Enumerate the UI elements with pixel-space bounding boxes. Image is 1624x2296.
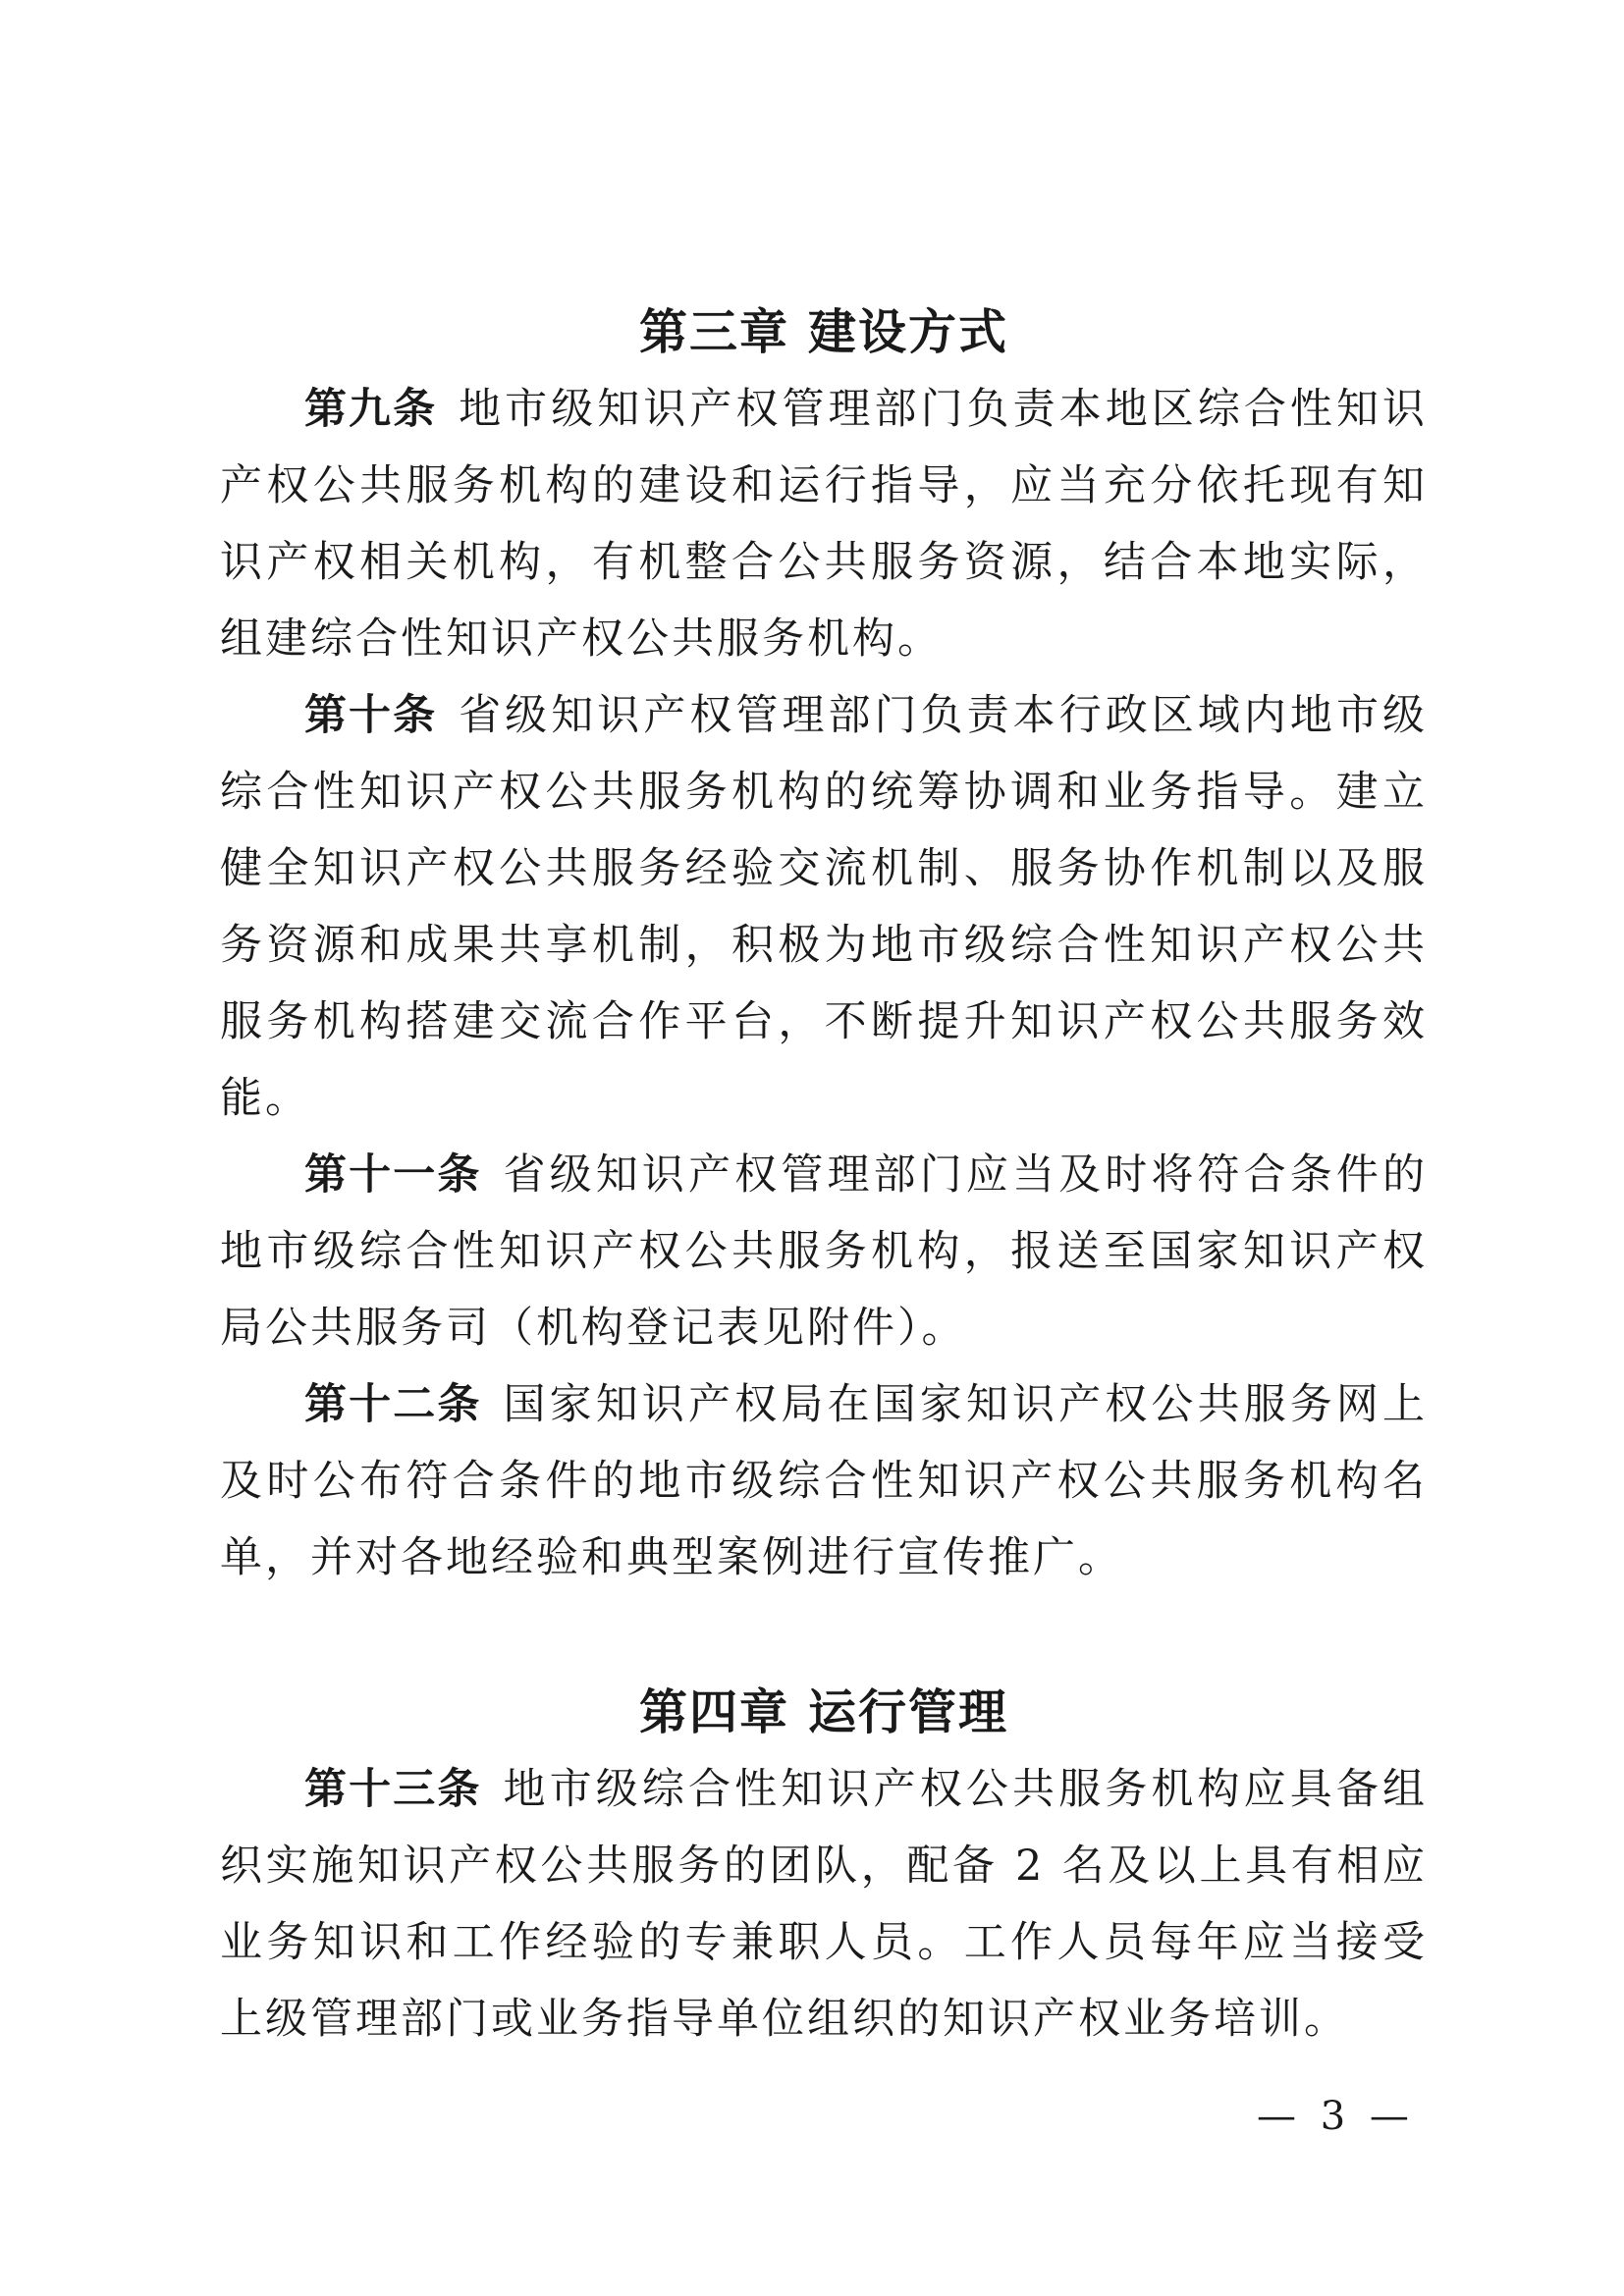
- article-9: [220, 371, 1428, 677]
- article-11-text: 省级知识产权管理部门应当及时将符合条件的地市级综合性知识产权公共服务机构，报送至国家知识产权局公共服务司（机构登记表见附件）。: [220, 1150, 1429, 1353]
- article-10-text: 省级知识产权管理部门负责本行政区域内地市级综合性知识产权公共服务机构的统筹协调和业务指导。建立健全知识产权公共服务经验交流机制、服务协作机制以及服务资源和成果共享机制，积极为地市级综合性知识产权公共服务机构搭建交流合作平台，不断提升知识产权公共服务效能。: [220, 691, 1429, 1123]
- article-13-label: 第十三条: [304, 1765, 482, 1814]
- article-9-label: 第九条: [304, 385, 438, 434]
- article-10: [220, 677, 1428, 1137]
- article-9-text: 地市级知识产权管理部门负责本地区综合性知识产权公共服务机构的建设和运行指导，应当充分依托现有知识产权相关机构，有机整合公共服务资源，结合本地实际，组建综合性知识产权公共服务机构。: [220, 385, 1429, 664]
- chapter-3-title: 第三章 建设方式: [638, 304, 1009, 360]
- article-12: [220, 1366, 1428, 1596]
- article-11-label: 第十一条: [304, 1150, 482, 1200]
- document-page: [220, 294, 1428, 2057]
- article-13-text: 地市级综合性知识产权公共服务机构应具备组织实施知识产权公共服务的团队，配备 2 名及以上具有相应业务知识和工作经验的专兼职人员。工作人员每年应当接受上级管理部门或业务指导单位组织的知识产权业务培训。: [220, 1765, 1429, 2044]
- article-12-label: 第十二条: [304, 1380, 482, 1429]
- article-11: [220, 1137, 1428, 1366]
- chapter-4-title: 第四章 运行管理: [638, 1684, 1009, 1740]
- article-13: [220, 1751, 1428, 2057]
- page-number: — 3 —: [1257, 2094, 1415, 2139]
- article-12-text: 国家知识产权局在国家知识产权公共服务网上及时公布符合条件的地市级综合性知识产权公共服务机构名单，并对各地经验和典型案例进行宣传推广。: [220, 1380, 1429, 1582]
- article-10-label: 第十条: [304, 691, 438, 740]
